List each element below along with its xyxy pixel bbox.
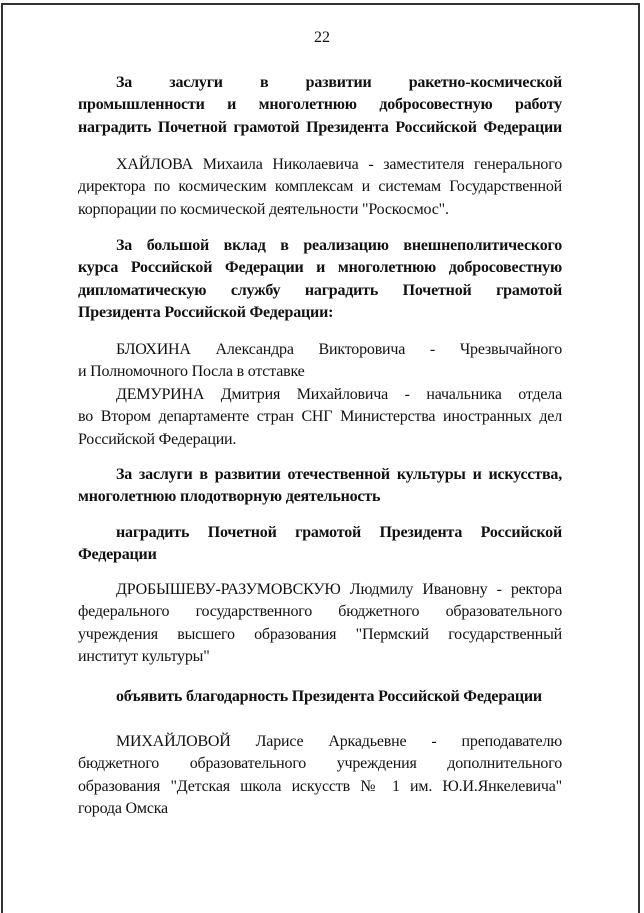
text-line: города Омска xyxy=(78,800,168,818)
text-line: наградить Почетной грамотой Президента Российской xyxy=(116,524,562,541)
text-line: За большой вклад в реализацию внешнеполитического xyxy=(116,237,562,254)
award-heading-certificate xyxy=(78,522,562,567)
text-line: бюджетного образовательного учреждения дополнительного xyxy=(78,755,562,773)
text-line: Федерации xyxy=(78,546,157,564)
text-line: ДРОБЫШЕВУ-РАЗУМОВСКУЮ Людмилу Ивановну - ректора xyxy=(116,581,562,598)
awardee-blokhin xyxy=(78,339,562,384)
text-line: За заслуги в развитии отечественной культуры и искусства, xyxy=(116,466,562,483)
award-heading-rocket-space xyxy=(78,72,562,139)
text-line: курса Российской Федерации и многолетнюю добросовестную xyxy=(78,259,562,277)
text-line: объявить благодарность Президента Российской Федерации xyxy=(116,688,542,705)
award-heading-culture xyxy=(78,464,562,509)
awardee-khaylov xyxy=(78,154,562,221)
text-line: ДЕМУРИНА Дмитрия Михайловича - начальника отдела xyxy=(116,386,562,403)
text-line: образования "Детская школа искусств № 1 им. Ю.И.Янкелевича" xyxy=(78,777,562,795)
text-line: и Полномочного Посла в отставке xyxy=(78,363,305,381)
text-line: БЛОХИНА Александра Викторовича - Чрезвычайного xyxy=(116,341,562,358)
text-line: промышленности и многолетнюю добросовестную работу xyxy=(78,96,562,114)
text-line: дипломатическую службу наградить Почетной грамотой xyxy=(78,281,562,299)
text-line: За заслуги в развитии ракетно-космической xyxy=(116,74,562,91)
text-line: директора по космическим комплексам и системам Государственной xyxy=(78,178,562,196)
page-number: 22 xyxy=(314,29,330,46)
text-line: Президента Российской Федерации: xyxy=(78,304,334,322)
award-heading-gratitude xyxy=(78,686,562,708)
text-line: корпорации по космической деятельности "Роскосмос". xyxy=(78,200,449,218)
awardee-drobysheva-razumovskaya xyxy=(78,579,562,669)
awardee-mikhailova xyxy=(78,731,562,821)
text-line: во Втором департаменте стран СНГ Министерства иностранных дел xyxy=(78,408,562,426)
award-heading-diplomatic xyxy=(78,235,562,325)
text-line: ХАЙЛОВА Михаила Николаевича - заместителя генерального xyxy=(116,156,562,173)
text-line: МИХАЙЛОВОЙ Ларисе Аркадьевне - преподавателю xyxy=(116,733,562,750)
awardee-demurin xyxy=(78,384,562,451)
text-line: учреждения высшего образования "Пермский государственный xyxy=(78,625,562,643)
text-line: институт культуры" xyxy=(78,648,210,666)
text-line: многолетнюю плодотворную деятельность xyxy=(78,488,381,506)
text-line: наградить Почетной грамотой Президента Российской Федерации xyxy=(78,118,562,136)
text-line: Российской Федерации. xyxy=(78,430,237,448)
text-line: федерального государственного бюджетного образовательного xyxy=(78,603,562,621)
